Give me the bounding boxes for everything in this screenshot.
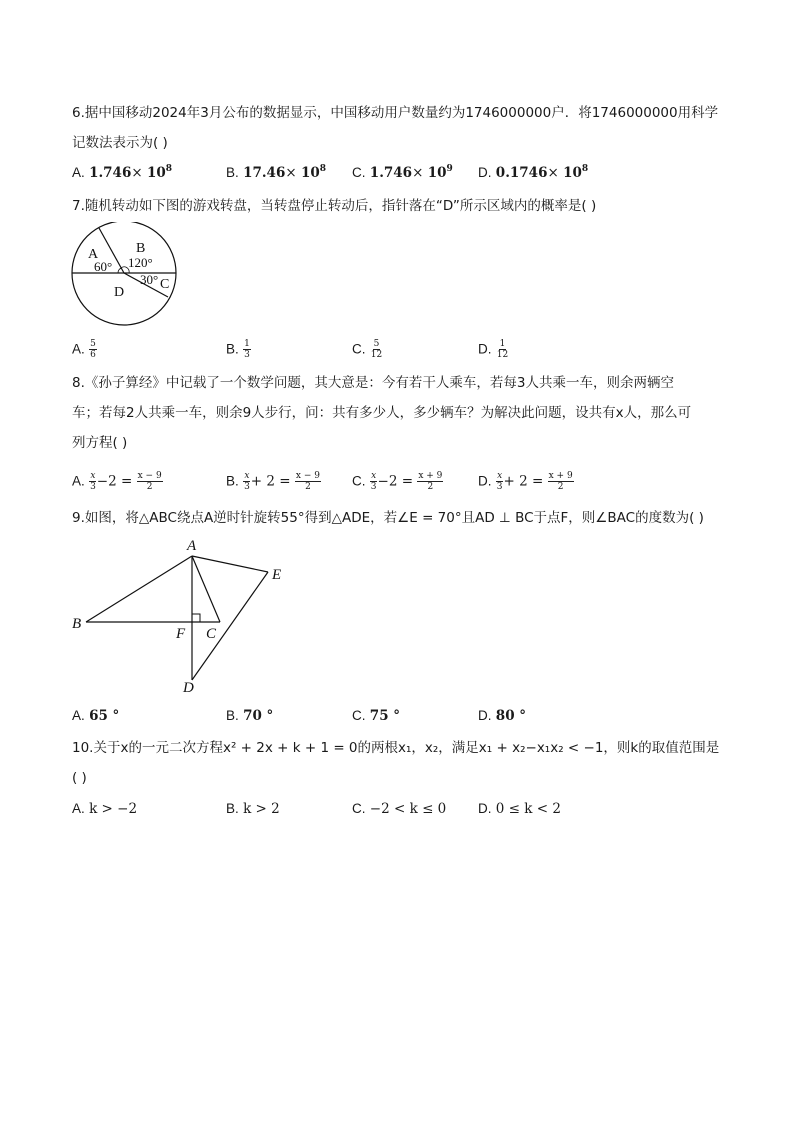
q9-option-c[interactable]: C. 75 °: [352, 708, 401, 724]
region-c-label: C: [160, 277, 170, 292]
fraction: $\frac{x - 9}{2}$: [295, 471, 320, 492]
q8-stem-line3: 列方程( ): [72, 435, 128, 451]
q8-option-c[interactable]: C. $\frac{x}{3}$ −2 = $\frac{x + 9}{2}$: [352, 471, 443, 492]
q7-option-d[interactable]: D. $\frac{1}{12}$: [478, 339, 509, 360]
q10-option-d[interactable]: D. 0 ≤ k < 2: [478, 801, 561, 817]
point-d-label: D: [183, 680, 194, 696]
q6-stem-line2: 记数法表示为( ): [72, 135, 168, 151]
region-a-label: A: [88, 247, 99, 262]
fraction: $\frac{x}{3}$: [90, 471, 96, 492]
point-a-label: A: [187, 538, 197, 554]
point-b-label: B: [72, 616, 82, 632]
rotation-figure: [68, 534, 298, 696]
angle-120-label: 120°: [128, 255, 153, 270]
segment-de: [192, 572, 268, 680]
q6-option-c[interactable]: C. $1.746\times 10^9$: [352, 164, 453, 181]
right-angle-mark: [192, 614, 200, 622]
q7-stem: 7.随机转动如下图的游戏转盘，当转盘停止转动后，指针落在“D”所示区域内的概率是( ): [72, 198, 597, 214]
q8-stem-line2: 车；若每2人共乘一车，则余9人步行，问：共有多少人，多少辆车？为解决此问题，设共有x人，那么可: [72, 405, 692, 421]
q7-option-c[interactable]: C. $\frac{5}{12}$: [352, 339, 383, 360]
fraction: $\frac{x}{3}$: [370, 471, 377, 492]
segment-ae: [192, 556, 268, 572]
q8-option-b[interactable]: B. $\frac{x}{3}$ + 2 = $\frac{x - 9}{2}$: [226, 471, 320, 492]
q8-option-a[interactable]: A. $\frac{x}{3}$ −2 = $\frac{x - 9}{2}$: [72, 471, 162, 492]
q9-option-b[interactable]: B. 70 °: [226, 708, 274, 724]
fraction: $\frac{1}{12}$: [496, 339, 509, 360]
angle-60-label: 60°: [94, 259, 113, 274]
angle-30-label: 30°: [140, 272, 159, 287]
fraction: $\frac{x}{3}$: [496, 471, 503, 492]
q10-option-c[interactable]: C. −2 < k ≤ 0: [352, 801, 447, 817]
point-c-label: C: [206, 626, 217, 642]
q9-option-a[interactable]: A. 65 °: [72, 708, 120, 724]
q6-option-b[interactable]: B. $17.46\times 10^8$: [226, 164, 327, 181]
q8-option-d[interactable]: D. $\frac{x}{3}$ + 2 = $\frac{x + 9}{2}$: [478, 471, 573, 492]
q9-stem: 9.如图，将△ABC绕点A逆时针旋转55°得到△ADE，若∠E = 70°且AD ⊥ BC于点F，则∠BAC的度数为( ): [72, 510, 704, 526]
region-d-label: D: [114, 285, 125, 300]
q10-stem-line1: 10.关于x的一元二次方程x² + 2x + k + 1 = 0的两根x₁，x₂，满足x₁ + x₂−x₁x₂ < −1，则k的取值范围是: [72, 740, 720, 756]
segment-ab: [86, 556, 192, 622]
segment-ac: [192, 556, 220, 622]
fraction: $\frac{x - 9}{2}$: [137, 471, 162, 492]
point-e-label: E: [272, 567, 282, 583]
region-b-label: B: [136, 241, 146, 256]
fraction: $\frac{1}{3}$: [244, 339, 250, 360]
q10-option-a[interactable]: A. k > −2: [72, 801, 138, 817]
fraction: $\frac{5}{12}$: [370, 339, 383, 360]
point-f-label: F: [176, 626, 186, 642]
q6-stem-line1: 6.据中国移动2024年3月公布的数据显示，中国移动用户数量约为1746000000户．将1746000000用科学: [72, 105, 719, 121]
fraction: $\frac{x + 9}{2}$: [418, 471, 443, 492]
fraction: $\frac{x}{3}$: [244, 471, 250, 492]
fraction: $\frac{5}{6}$: [90, 339, 96, 360]
q6-option-d[interactable]: D. $0.1746\times 10^8$: [478, 164, 589, 181]
q10-option-b[interactable]: B. k > 2: [226, 801, 280, 817]
q8-stem-line1: 8.《孙子算经》中记载了一个数学问题，其大意是：今有若干人乘车，若每3人共乘一车，则余两辆空: [72, 375, 674, 391]
q10-stem-line2: ( ): [72, 770, 87, 786]
spinner-figure: [68, 222, 180, 334]
q7-option-a[interactable]: A. $\frac{5}{6}$: [72, 339, 96, 360]
fraction: $\frac{x + 9}{2}$: [548, 471, 573, 492]
q7-option-b[interactable]: B. $\frac{1}{3}$: [226, 339, 250, 360]
q9-option-d[interactable]: D. 80 °: [478, 708, 527, 724]
q6-option-a[interactable]: A. $1.746\times 10^8$: [72, 164, 173, 181]
